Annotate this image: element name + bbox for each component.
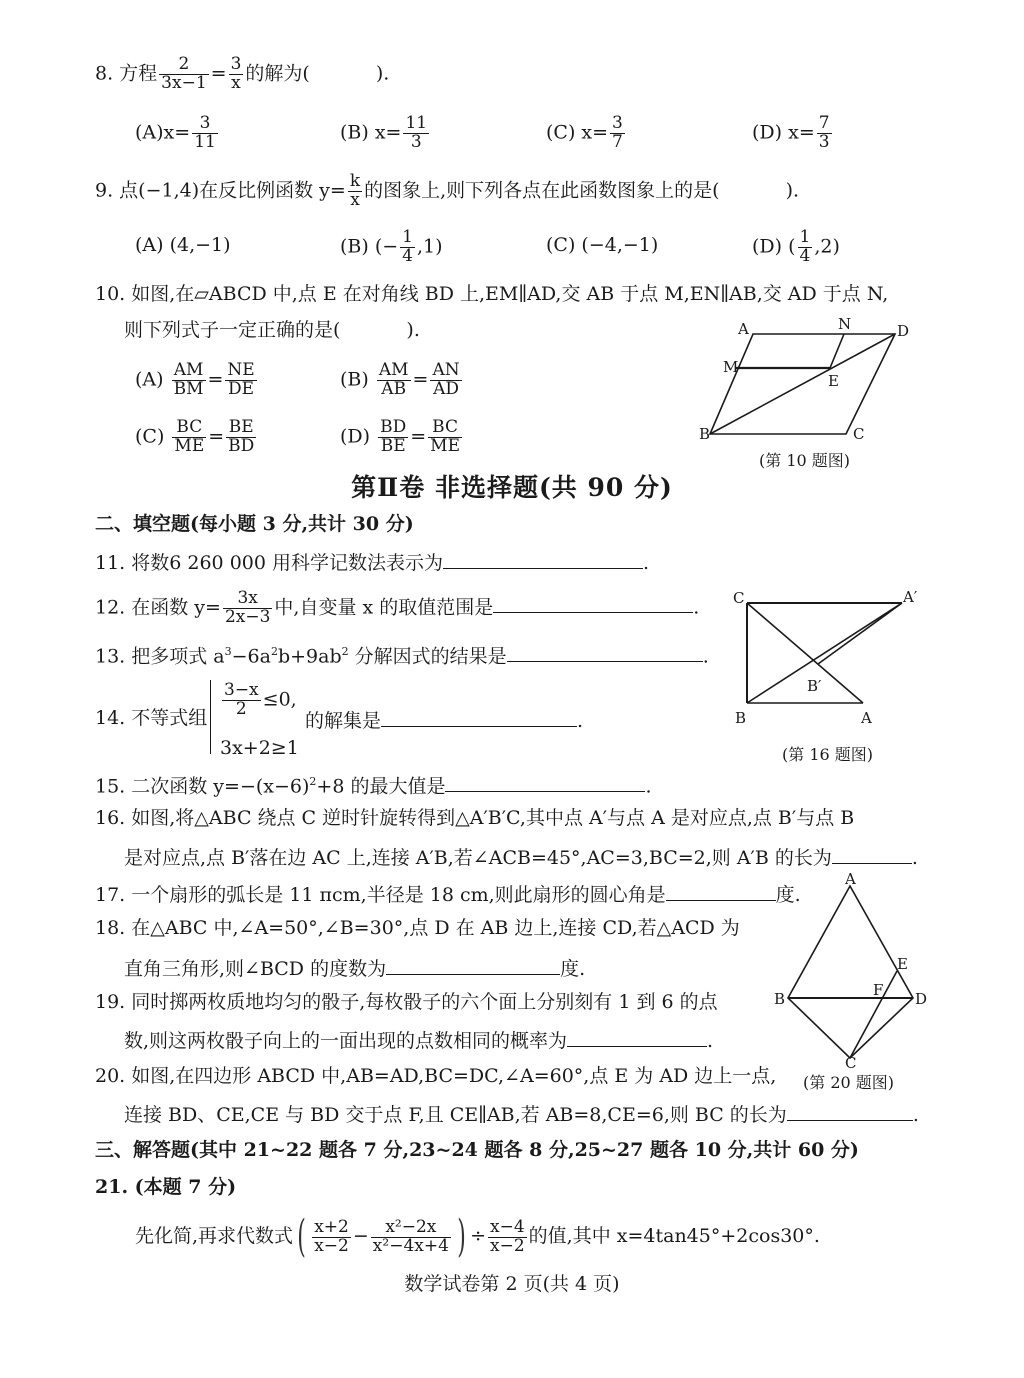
q14-inequality-1: $\frac{3-x}{2}$ ≤0, (224, 680, 297, 719)
label-c: C (853, 425, 865, 443)
q9-option-b[interactable]: (B) (− $\frac{1}{4}$ ,1) (340, 227, 443, 266)
q8-fraction-2: $\frac{3}{x}$ (230, 54, 242, 93)
segment-ca (747, 603, 863, 703)
label-e: E (828, 372, 839, 390)
q10-option-b[interactable]: (B) $\frac{AM}{AB}$ = $\frac{AN}{AD}$ (340, 360, 460, 399)
q19-line-2: 数,则这两枚骰子向上的一面出现的点数相同的概率为 . (124, 1026, 713, 1053)
q10-option-a[interactable]: (A) $\frac{AM}{BM}$ = $\frac{NE}{DE}$ (135, 360, 255, 399)
q13: 13. 把多项式 $a^3-6a^2b+9ab^2$ 分解因式的结果是 . (95, 640, 709, 668)
diagonal-bd (710, 334, 895, 434)
q9-stem: 9. 点(−1,4)在反比例函数 y= $\frac{k}{x}$ 的图象上,则下列各点在此函数图象上的是( ). (95, 171, 800, 210)
q11-answer-blank[interactable] (443, 548, 643, 569)
label-d: D (915, 990, 928, 1008)
q9-option-d[interactable]: (D) ( $\frac{1}{4}$ ,2) (752, 227, 840, 266)
q14-inequality-2: 3x+2≥1 (220, 737, 299, 759)
q14-answer-line: 的解集是 . (305, 706, 583, 733)
q10-figure-parallelogram (690, 312, 930, 452)
label-c: C (733, 589, 745, 607)
q15-answer-blank[interactable] (445, 771, 645, 792)
section-2-title: 第Ⅱ卷 非选择题(共 90 分) (351, 473, 673, 502)
q16-answer-blank[interactable] (832, 843, 912, 864)
q18-answer-blank[interactable] (386, 954, 560, 975)
label-a-prime: A′ (903, 588, 918, 606)
q10-option-c[interactable]: (C) $\frac{BC}{ME}$ = $\frac{BE}{BD}$ (135, 417, 255, 456)
q17-answer-blank[interactable] (666, 880, 776, 901)
q8-option-c[interactable]: (C) x= $\frac{3}{7}$ (546, 113, 623, 152)
q9-option-c[interactable]: (C) (−4,−1) (546, 234, 659, 256)
q20-line-1: 20. 如图,在四边形 ABCD 中,AB=AD,BC=DC,∠A=60°,点 E 为 AD 边上一点, (95, 1065, 777, 1087)
label-b: B (774, 990, 786, 1008)
q13-answer-blank[interactable] (507, 641, 703, 662)
label-a: A (845, 870, 856, 888)
q20-line-2: 连接 BD、CE,CE 与 BD 交于点 F,且 CE∥AB,若 AB=8,CE=6,则 BC 的长为 . (124, 1100, 919, 1127)
q14-prefix: 14. 不等式组 (95, 707, 208, 729)
label-b: B (699, 425, 711, 443)
q8-option-b[interactable]: (B) x= $\frac{11}{3}$ (340, 113, 428, 152)
q8-stem: 8. 方程 $\frac{2}{3x-1}$ = $\frac{3}{x}$ 的解为( ). (95, 54, 390, 93)
segment-a2b (747, 603, 902, 703)
q10-line-1: 10. 如图,在▱ABCD 中,点 E 在对角线 BD 上,EM∥AD,交 AB 于点 M,EN∥AB,交 AD 于点 N, (95, 283, 889, 305)
part-3-heading: 三、解答题(其中 21~22 题各 7 分,23~24 题各 8 分,25~27 题各 10 分,共计 60 分) (95, 1139, 859, 1161)
q10-figure-caption: (第 10 题图) (759, 451, 851, 470)
q9-option-a[interactable]: (A) (4,−1) (135, 234, 231, 256)
q15: 15. 二次函数 $y=-(x-6)^2+8$ 的最大值是 . (95, 770, 652, 798)
part-2-heading: 二、填空题(每小题 3 分,共计 30 分) (95, 513, 414, 535)
q19-line-1: 19. 同时掷两枚质地均匀的骰子,每枚骰子的六个面上分别刻有 1 到 6 的点 (95, 991, 718, 1013)
q21-heading: 21. (本题 7 分) (95, 1176, 237, 1198)
q8-text: 8. 方程 (95, 62, 158, 85)
q9-fraction: $\frac{k}{x}$ (349, 171, 361, 210)
q8-fraction-1: $\frac{2}{3x-1}$ (161, 54, 207, 93)
q16-line-1: 16. 如图,将△ABC 绕点 C 逆时针旋转得到△A′B′C,其中点 A′与点 A 是对应点,点 B′与点 B (95, 807, 855, 829)
q14-brace (210, 680, 217, 754)
label-a: A (738, 320, 749, 338)
q10-option-d[interactable]: (D) $\frac{BD}{BE}$ = $\frac{BC}{ME}$ (340, 417, 460, 456)
label-d: D (897, 322, 910, 340)
page-footer: 数学试卷第 2 页(共 4 页) (404, 1273, 620, 1295)
q19-answer-blank[interactable] (567, 1026, 707, 1047)
q18-line-1: 18. 在△ABC 中,∠A=50°,∠B=30°,点 D 在 AB 边上,连接 CD,若△ACD 为 (95, 917, 740, 939)
q16-figure-triangles (730, 586, 930, 726)
q20-answer-blank[interactable] (787, 1100, 913, 1121)
q20-figure-caption: (第 20 题图) (803, 1073, 895, 1092)
q11: 11. 将数6 260 000 用科学记数法表示为 . (95, 548, 649, 575)
label-c: C (845, 1054, 857, 1068)
segment-a2b2 (818, 603, 902, 664)
label-b: B (735, 709, 747, 726)
q8-option-d[interactable]: (D) x= $\frac{7}{3}$ (752, 113, 830, 152)
q21-expression: 先化简,再求代数式( $\frac{x+2}{x-2}$ − $\frac{\text{x²−2x}}{\text{x²−4x+4}}$ ) ÷ $\frac{x-4}{x-2}$ 的值,其中 x=4tan45°+2cos30°. (135, 1211, 820, 1262)
q12: 12. 在函数 y= $\frac{3x}{2x-3}$ 中,自变量 x 的取值范围是 . (95, 588, 700, 627)
label-b-prime: B′ (807, 677, 822, 695)
q12-answer-blank[interactable] (493, 592, 693, 613)
q14-answer-blank[interactable] (381, 706, 577, 727)
label-n: N (838, 315, 852, 333)
q16-line-2: 是对应点,点 B′落在边 AC 上,连接 A′B,若∠ACB=45°,AC=3,BC=2,则 A′B 的长为 . (124, 843, 918, 870)
q8-option-a[interactable]: (A)x= $\frac{3}{11}$ (135, 113, 216, 152)
q16-figure-caption: (第 16 题图) (782, 745, 874, 764)
q20-figure-quadrilateral (770, 868, 930, 1068)
q18-line-2: 直角三角形,则∠BCD 的度数为 度. (124, 954, 585, 981)
label-m: M (723, 358, 739, 376)
q17: 17. 一个扇形的弧长是 11 πcm,半径是 18 cm,则此扇形的圆心角是 度. (95, 880, 801, 907)
q10-line-2: 则下列式子一定正确的是( ). (124, 319, 420, 341)
quadrilateral-abcd (788, 886, 913, 1058)
label-e: E (897, 955, 908, 973)
label-f: F (873, 981, 884, 999)
label-a: A (861, 709, 872, 726)
